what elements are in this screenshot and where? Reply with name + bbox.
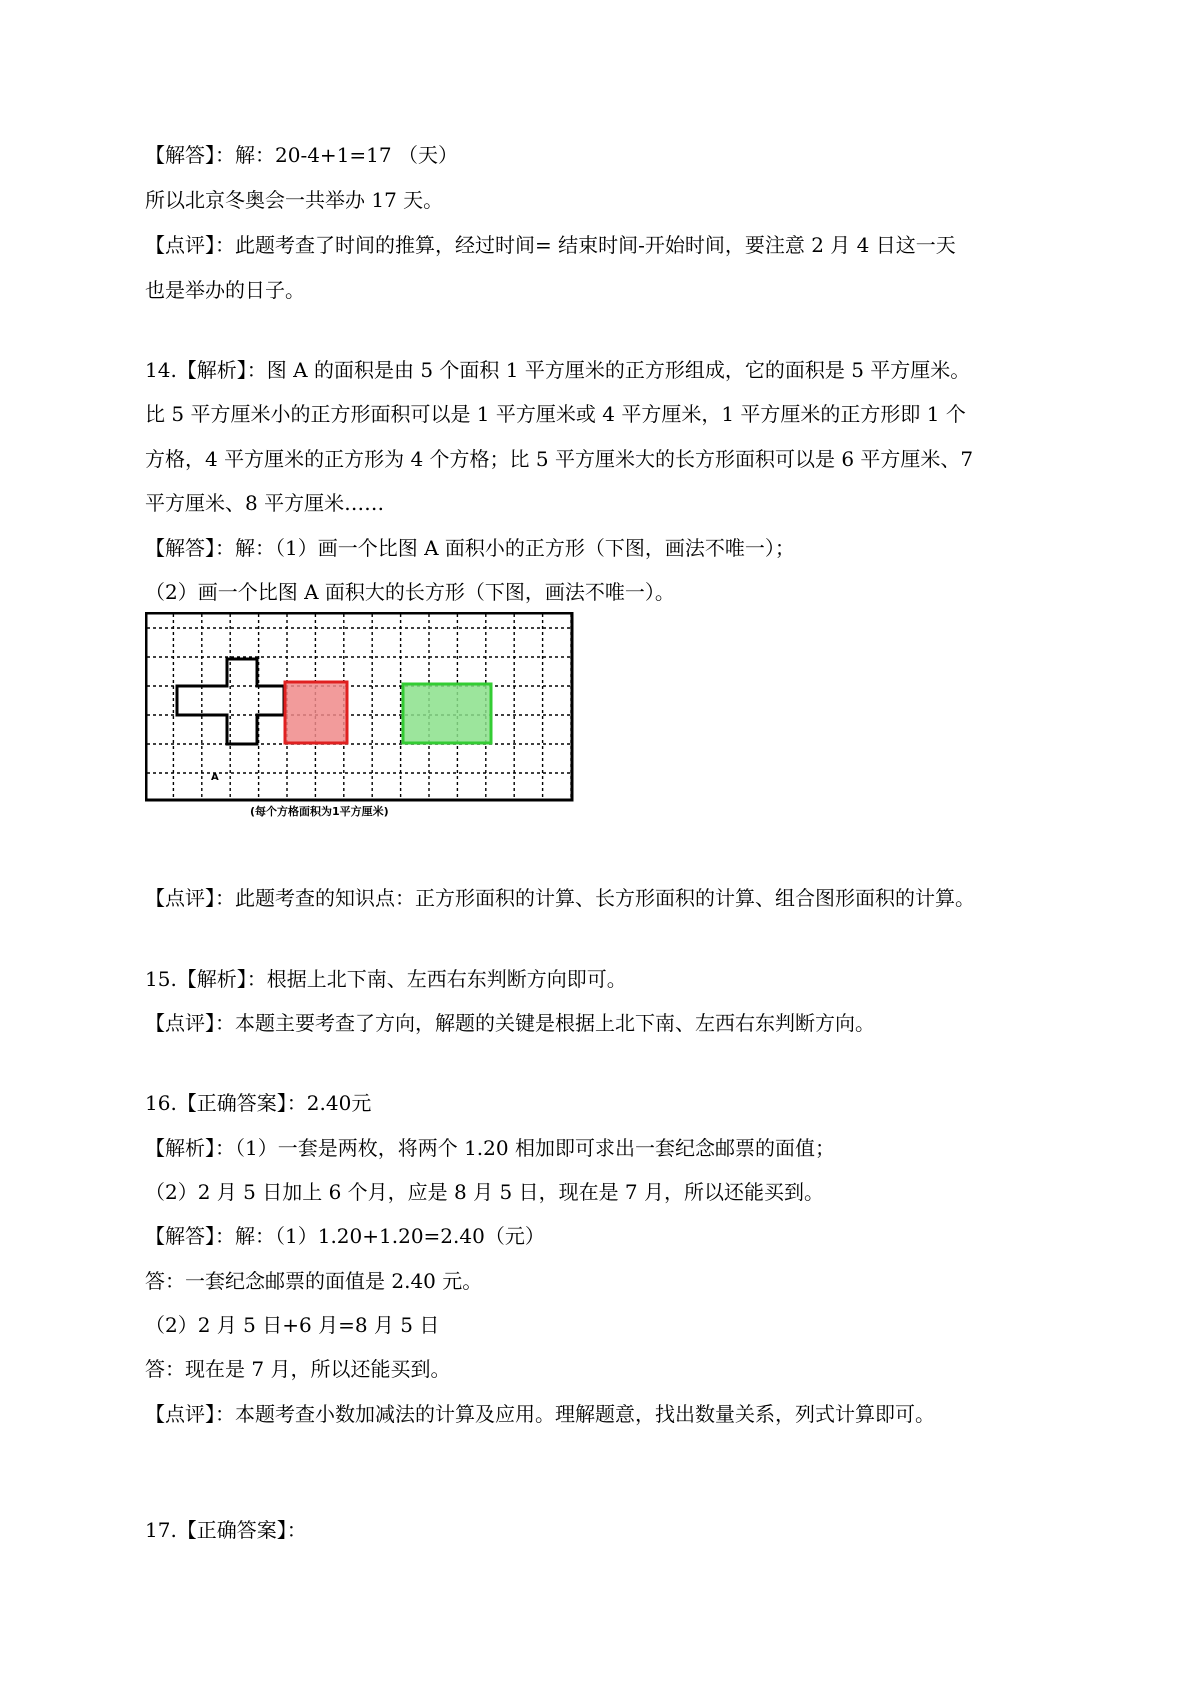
answer-14-line-2: （2）画一个比图 A 面积大的长方形（下图，画法不唯一）。 xyxy=(145,580,675,604)
review-13-line-1: 【点评】：此题考查了时间的推算，经过时间= 结束时间-开始时间，要注意 2 月 4 日这一天 xyxy=(145,233,956,257)
review-15-line: 【点评】：本题主要考查了方向，解题的关键是根据上北下南、左西右东判断方向。 xyxy=(145,1011,875,1035)
analysis-14-line-2: 比 5 平方厘米小的正方形面积可以是 1 平方厘米或 4 平方厘米，1 平方厘米的正方形即 1 个 xyxy=(145,402,966,426)
grid-border xyxy=(146,613,572,800)
shape-a-cross xyxy=(177,659,284,744)
analysis-14-line-1: 14.【解析】：图 A 的面积是由 5 个面积 1 平方厘米的正方形组成，它的面积是 5 平方厘米。 xyxy=(145,358,971,382)
small-square-red xyxy=(285,682,347,743)
analysis-16-line-2: （2）2 月 5 日加上 6 个月，应是 8 月 5 日，现在是 7 月，所以还能买到。 xyxy=(145,1180,825,1204)
answer-16-line-1: 【解答】：解：（1）1.20+1.20=2.40（元） xyxy=(145,1224,545,1248)
answer-14-line-1: 【解答】：解：（1）画一个比图 A 面积小的正方形（下图，画法不唯一）； xyxy=(145,536,795,560)
answer-16-line-4: 答：现在是 7 月，所以还能买到。 xyxy=(145,1357,451,1381)
answer-13-line-1: 【解答】：解：20-4+1=17 （天） xyxy=(145,143,458,167)
answer-16-line-2: 答：一套纪念邮票的面值是 2.40 元。 xyxy=(145,1269,483,1293)
answer-17-heading: 17.【正确答案】： xyxy=(145,1518,307,1542)
analysis-14-line-3: 方格，4 平方厘米的正方形为 4 个方格；比 5 平方厘米大的长方形面积可以是 6 平方厘米、7 xyxy=(145,447,974,471)
analysis-15-line: 15.【解析】：根据上北下南、左西右东判断方向即可。 xyxy=(145,967,627,991)
analysis-16-line-1: 【解析】：（1）一套是两枚，将两个 1.20 相加即可求出一套纪念邮票的面值； xyxy=(145,1136,835,1160)
answer-16-heading: 16.【正确答案】：2.40元 xyxy=(145,1091,372,1115)
large-rectangle-green xyxy=(403,684,491,743)
shape-a-label: A xyxy=(211,772,219,783)
figure-caption: (每个方格面积为1平方厘米) xyxy=(250,805,389,818)
answer-16-line-3: （2）2 月 5 日+6 月=8 月 5 日 xyxy=(145,1313,440,1337)
answer-13-line-2: 所以北京冬奥会一共举办 17 天。 xyxy=(145,188,444,212)
analysis-14-line-4: 平方厘米、8 平方厘米…… xyxy=(145,491,385,515)
grid-figure xyxy=(145,612,575,802)
review-14-line: 【点评】：此题考查的知识点：正方形面积的计算、长方形面积的计算、组合图形面积的计算。 xyxy=(145,886,975,910)
review-13-line-2: 也是举办的日子。 xyxy=(145,278,305,302)
review-16-line: 【点评】：本题考查小数加减法的计算及应用。理解题意，找出数量关系，列式计算即可。 xyxy=(145,1402,935,1426)
